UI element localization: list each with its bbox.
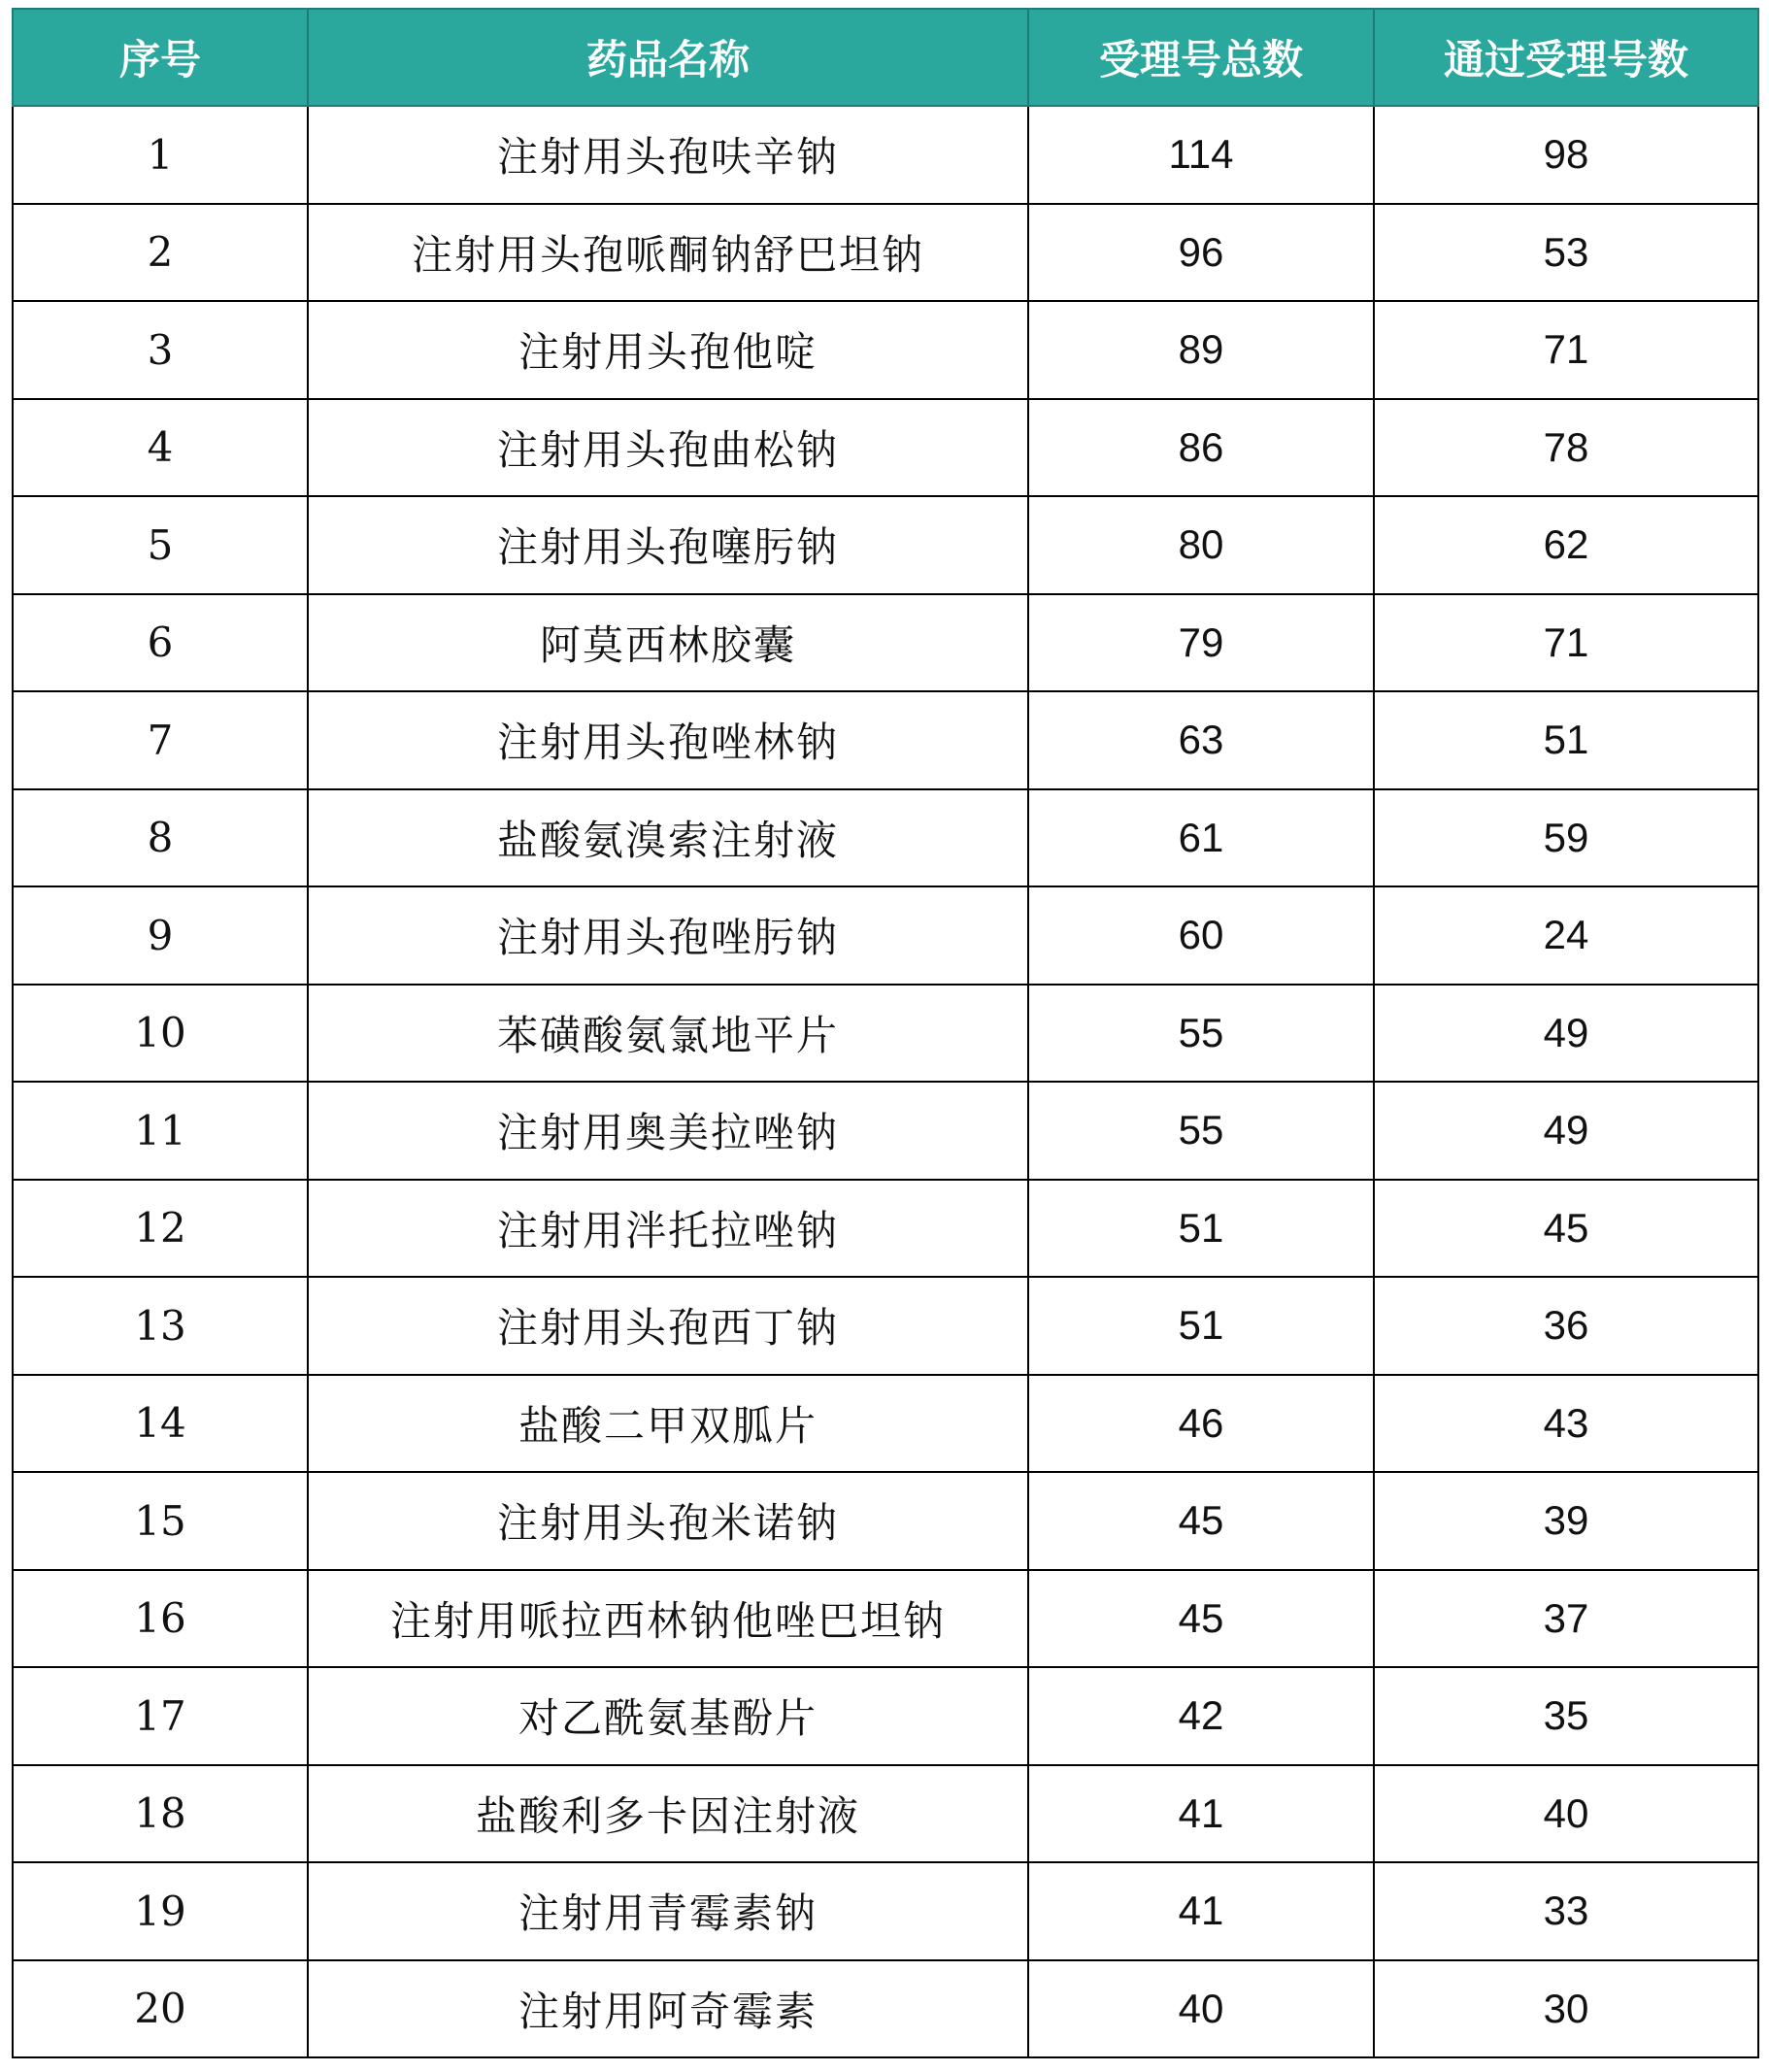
table-row <box>13 1765 1758 1863</box>
table-header-row <box>13 9 1758 106</box>
table-row <box>13 1180 1758 1278</box>
row-passed-count: 40 <box>1374 1765 1758 1863</box>
row-total-count: 80 <box>1028 496 1374 594</box>
row-index: 18 <box>13 1765 308 1863</box>
row-passed-count: 71 <box>1374 301 1758 399</box>
row-total-count: 41 <box>1028 1765 1374 1863</box>
row-drug-name: 阿莫西林胶囊 <box>308 594 1028 692</box>
row-total-count: 41 <box>1028 1862 1374 1960</box>
table-row <box>13 106 1758 204</box>
header-total-count: 受理号总数 <box>1028 9 1374 106</box>
row-index: 20 <box>13 1960 308 2058</box>
row-index: 7 <box>13 691 308 789</box>
row-passed-count: 49 <box>1374 985 1758 1083</box>
table-row <box>13 1082 1758 1180</box>
row-drug-name: 对乙酰氨基酚片 <box>308 1667 1028 1765</box>
row-passed-count: 33 <box>1374 1862 1758 1960</box>
row-passed-count: 35 <box>1374 1667 1758 1765</box>
table-row <box>13 301 1758 399</box>
row-index: 4 <box>13 399 308 497</box>
header-index: 序号 <box>13 9 308 106</box>
row-total-count: 114 <box>1028 106 1374 204</box>
row-total-count: 55 <box>1028 985 1374 1083</box>
row-total-count: 96 <box>1028 204 1374 302</box>
row-index: 11 <box>13 1082 308 1180</box>
table-body <box>13 106 1758 2057</box>
row-drug-name: 盐酸二甲双胍片 <box>308 1375 1028 1473</box>
row-index: 15 <box>13 1472 308 1570</box>
row-total-count: 40 <box>1028 1960 1374 2058</box>
row-passed-count: 62 <box>1374 496 1758 594</box>
table-row <box>13 886 1758 985</box>
row-total-count: 63 <box>1028 691 1374 789</box>
row-drug-name: 注射用哌拉西林钠他唑巴坦钠 <box>308 1570 1028 1668</box>
row-drug-name: 注射用泮托拉唑钠 <box>308 1180 1028 1278</box>
row-passed-count: 53 <box>1374 204 1758 302</box>
row-index: 12 <box>13 1180 308 1278</box>
table-row <box>13 1960 1758 2058</box>
row-passed-count: 51 <box>1374 691 1758 789</box>
row-total-count: 42 <box>1028 1667 1374 1765</box>
row-drug-name: 注射用头孢噻肟钠 <box>308 496 1028 594</box>
drug-acceptance-table <box>12 8 1759 2058</box>
header-drug-name: 药品名称 <box>308 9 1028 106</box>
row-index: 3 <box>13 301 308 399</box>
row-index: 6 <box>13 594 308 692</box>
table-row <box>13 496 1758 594</box>
table-row <box>13 1570 1758 1668</box>
header-passed-count: 通过受理号数 <box>1374 9 1758 106</box>
row-total-count: 51 <box>1028 1180 1374 1278</box>
row-passed-count: 78 <box>1374 399 1758 497</box>
row-passed-count: 36 <box>1374 1277 1758 1375</box>
row-drug-name: 注射用头孢哌酮钠舒巴坦钠 <box>308 204 1028 302</box>
row-total-count: 61 <box>1028 789 1374 887</box>
row-passed-count: 49 <box>1374 1082 1758 1180</box>
row-passed-count: 37 <box>1374 1570 1758 1668</box>
row-total-count: 46 <box>1028 1375 1374 1473</box>
row-total-count: 89 <box>1028 301 1374 399</box>
row-index: 19 <box>13 1862 308 1960</box>
table-row <box>13 1667 1758 1765</box>
row-passed-count: 71 <box>1374 594 1758 692</box>
row-drug-name: 盐酸氨溴索注射液 <box>308 789 1028 887</box>
row-passed-count: 39 <box>1374 1472 1758 1570</box>
row-drug-name: 注射用阿奇霉素 <box>308 1960 1028 2058</box>
row-drug-name: 注射用头孢呋辛钠 <box>308 106 1028 204</box>
row-drug-name: 注射用头孢他啶 <box>308 301 1028 399</box>
table-row <box>13 204 1758 302</box>
table-row <box>13 789 1758 887</box>
table-row <box>13 1472 1758 1570</box>
row-passed-count: 59 <box>1374 789 1758 887</box>
row-total-count: 51 <box>1028 1277 1374 1375</box>
row-drug-name: 注射用头孢米诺钠 <box>308 1472 1028 1570</box>
row-drug-name: 注射用头孢曲松钠 <box>308 399 1028 497</box>
row-total-count: 86 <box>1028 399 1374 497</box>
row-total-count: 55 <box>1028 1082 1374 1180</box>
row-index: 10 <box>13 985 308 1083</box>
row-index: 9 <box>13 886 308 985</box>
row-passed-count: 43 <box>1374 1375 1758 1473</box>
row-drug-name: 苯磺酸氨氯地平片 <box>308 985 1028 1083</box>
table-row <box>13 691 1758 789</box>
row-index: 14 <box>13 1375 308 1473</box>
table-row <box>13 985 1758 1083</box>
row-index: 1 <box>13 106 308 204</box>
table-row <box>13 1375 1758 1473</box>
row-total-count: 60 <box>1028 886 1374 985</box>
row-drug-name: 注射用青霉素钠 <box>308 1862 1028 1960</box>
row-drug-name: 注射用头孢唑林钠 <box>308 691 1028 789</box>
row-passed-count: 30 <box>1374 1960 1758 2058</box>
row-drug-name: 注射用头孢西丁钠 <box>308 1277 1028 1375</box>
row-index: 16 <box>13 1570 308 1668</box>
table-row <box>13 594 1758 692</box>
row-index: 5 <box>13 496 308 594</box>
table-row <box>13 1277 1758 1375</box>
row-drug-name: 盐酸利多卡因注射液 <box>308 1765 1028 1863</box>
row-index: 8 <box>13 789 308 887</box>
row-passed-count: 24 <box>1374 886 1758 985</box>
row-index: 17 <box>13 1667 308 1765</box>
table-row <box>13 399 1758 497</box>
row-total-count: 45 <box>1028 1472 1374 1570</box>
row-total-count: 45 <box>1028 1570 1374 1668</box>
row-drug-name: 注射用奥美拉唑钠 <box>308 1082 1028 1180</box>
row-index: 13 <box>13 1277 308 1375</box>
row-index: 2 <box>13 204 308 302</box>
row-passed-count: 45 <box>1374 1180 1758 1278</box>
row-drug-name: 注射用头孢唑肟钠 <box>308 886 1028 985</box>
row-total-count: 79 <box>1028 594 1374 692</box>
row-passed-count: 98 <box>1374 106 1758 204</box>
table-row <box>13 1862 1758 1960</box>
